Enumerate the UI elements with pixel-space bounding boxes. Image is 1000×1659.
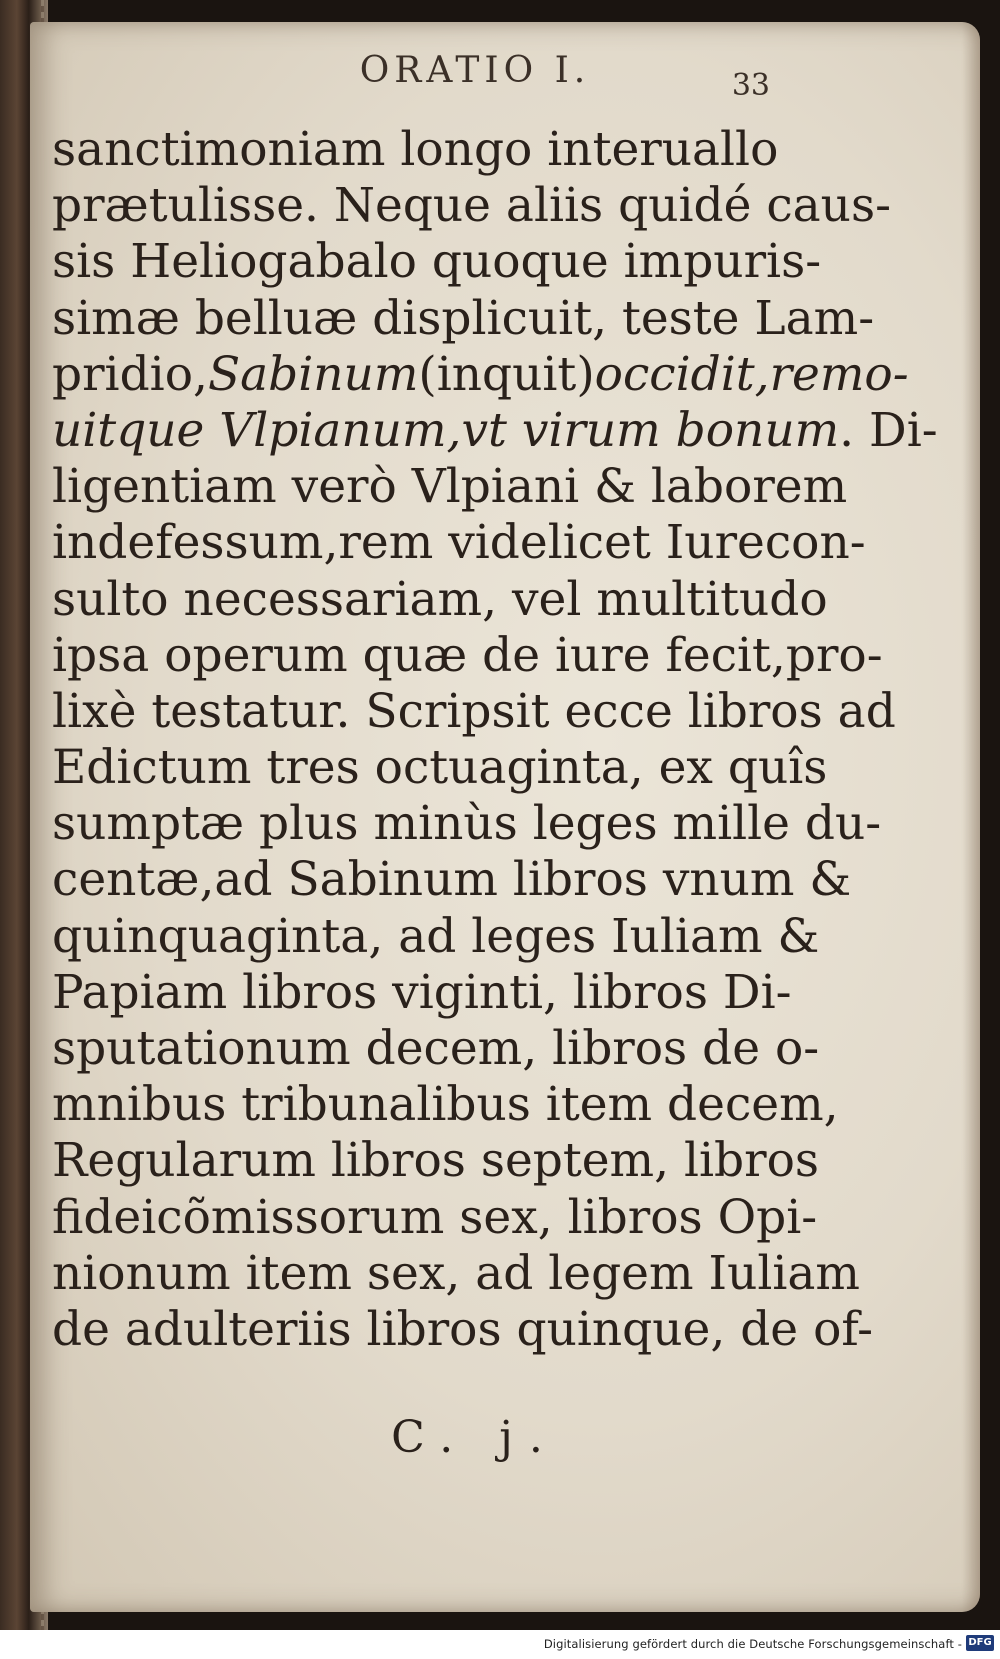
text-segment: centæ,ad Sabinum libros vnum & (52, 852, 852, 908)
text-segment: Sabinum (207, 346, 419, 402)
text-segment: indefessum,rem videlicet Iurecon- (52, 515, 866, 571)
text-segment: lixè testatur. Scripsit ecce libros ad (52, 683, 896, 739)
text-segment: sputationum decem, libros de o- (52, 1021, 820, 1076)
text-line (52, 178, 891, 234)
text-line (52, 852, 852, 908)
text-segment: sis Heliogabalo quoque impuris- (52, 234, 822, 290)
page-number: 33 (731, 68, 770, 103)
text-segment: uitque Vlpianum,vt virum bonum (52, 402, 840, 458)
text-line (52, 627, 883, 684)
text-line (52, 571, 828, 628)
text-line (52, 908, 820, 965)
text-segment: (inquit) (418, 346, 595, 402)
text-segment: Regularum libros septem, libros (52, 1133, 820, 1189)
text-segment: pridio, (52, 346, 208, 402)
text-segment: de adulteriis libros quinque, de of- (52, 1301, 873, 1357)
text-segment: . Di- (839, 402, 938, 458)
text-line (52, 515, 866, 571)
text-segment: simæ belluæ displicuit, teste Lam- (52, 290, 875, 346)
text-line (52, 122, 779, 178)
signature-mark: C. j. (391, 1412, 559, 1463)
text-line (52, 683, 896, 740)
book-page (30, 22, 980, 1612)
text-segment: ligentiam verò Vlpiani & laborem (52, 459, 848, 515)
text-segment: sanctimoniam longo interuallo (52, 122, 779, 177)
text-line (52, 740, 828, 796)
text-segment: fideicõmissorum sex, libros Opi- (52, 1189, 818, 1245)
footer-bar (0, 1630, 1000, 1659)
text-segment: quinquaginta, ad leges Iuliam & (52, 908, 820, 964)
text-segment: sulto necessariam, vel multitudo (52, 571, 828, 627)
text-line (52, 459, 848, 515)
text-line (52, 964, 792, 1021)
text-line (52, 290, 875, 347)
text-line (52, 234, 822, 290)
text-segment: Papiam libros viginti, libros Di- (52, 964, 792, 1020)
text-segment: nionum item sex, ad legem Iuliam (52, 1245, 860, 1301)
text-segment: prætulisse. Neque aliis quidé caus- (52, 178, 891, 234)
running-head: ORATIO I. (359, 50, 591, 91)
body-text (52, 122, 938, 1358)
text-segment: sumptæ plus minùs leges mille du- (52, 796, 882, 852)
text-line (52, 1245, 860, 1302)
text-line (52, 1077, 839, 1133)
text-line (52, 1301, 873, 1358)
text-segment: ipsa operum quæ de iure fecit,pro- (52, 627, 883, 683)
text-line (52, 1133, 820, 1189)
text-line (52, 346, 909, 403)
dfg-logo-icon: DFG (966, 1635, 994, 1651)
text-line (52, 1021, 820, 1077)
text-segment: occidit,remo- (594, 346, 909, 402)
funding-credit: Digitalisierung gefördert durch die Deutsche Forschungsgemeinschaft - (543, 1637, 962, 1651)
text-line (52, 1189, 818, 1246)
text-segment: mnibus tribunalibus item decem, (52, 1077, 839, 1133)
page-edge (962, 22, 980, 1612)
text-segment: Edictum tres octuaginta, ex quîs (52, 740, 828, 796)
text-line (52, 402, 938, 459)
text-line (52, 796, 882, 852)
